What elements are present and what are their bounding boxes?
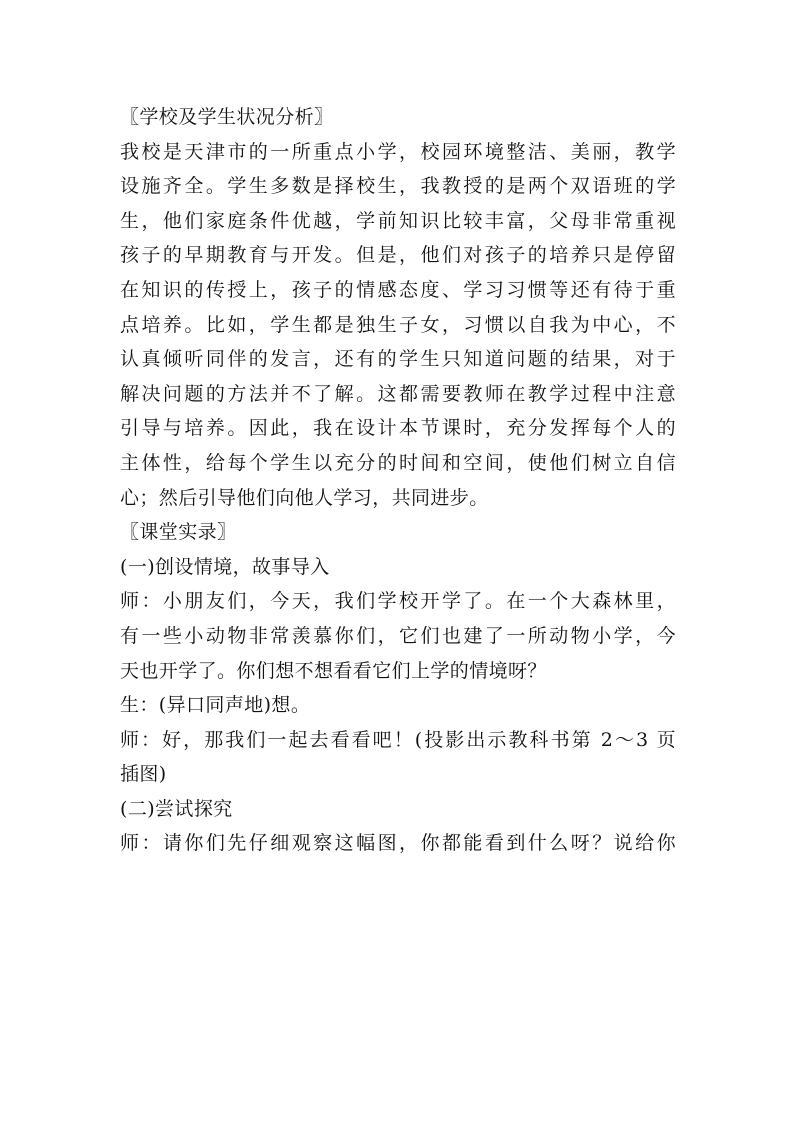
paragraph-line: 生，他们家庭条件优越，学前知识比较丰富，父母非常重视 xyxy=(120,209,676,232)
dialogue-line: 师：小朋友们，今天，我们学校开学了。在一个大森林里， xyxy=(120,590,676,613)
paragraph-line: 引导与培养。因此，我在设计本节课时，充分发挥每个人的 xyxy=(120,417,676,440)
subheading-try-explore: (二)尝试探究 xyxy=(120,797,233,820)
section-heading-classroom-record: 〖课堂实录〗 xyxy=(120,521,237,544)
dialogue-line: 师：请你们先仔细观察这幅图，你都能看到什么呀？说给你 xyxy=(120,832,676,855)
paragraph-line: 设施齐全。学生多数是择校生，我教授的是两个双语班的学 xyxy=(120,175,676,198)
dialogue-line: 师：好，那我们一起去看看吧！(投影出示教科书第 2～3 页 xyxy=(120,728,676,751)
paragraph-line: 心；然后引导他们向他人学习，共同进步。 xyxy=(120,486,489,509)
dialogue-line: 天也开学了。你们想不想看看它们上学的情境呀？ xyxy=(120,659,547,682)
paragraph-line: 解决问题的方法并不了解。这都需要教师在教学过程中注意 xyxy=(120,382,676,405)
document-body xyxy=(120,100,676,861)
paragraph-line: 点培养。比如，学生都是独生子女，习惯以自我为中心，不 xyxy=(120,313,676,336)
dialogue-line: 生：(异口同声地)想。 xyxy=(120,694,311,717)
dialogue-line: 有一些小动物非常羡慕你们，它们也建了一所动物小学，今 xyxy=(120,624,676,647)
paragraph-line: 认真倾听同伴的发言，还有的学生只知道问题的结果，对于 xyxy=(120,348,676,371)
paragraph-line: 在知识的传授上，孩子的情感态度、学习习惯等还有待于重 xyxy=(120,278,676,301)
paragraph-line: 孩子的早期教育与开发。但是，他们对孩子的培养只是停留 xyxy=(120,244,676,267)
section-heading-school-analysis: 〖学校及学生状况分析〗 xyxy=(120,106,334,128)
paragraph-line: 我校是天津市的一所重点小学，校园环境整洁、美丽，教学 xyxy=(120,140,676,163)
paragraph-line: 主体性，给每个学生以充分的时间和空间，使他们树立自信 xyxy=(120,451,676,474)
subheading-create-situation: (一)创设情境，故事导入 xyxy=(120,555,330,578)
dialogue-line: 插图) xyxy=(120,763,167,786)
